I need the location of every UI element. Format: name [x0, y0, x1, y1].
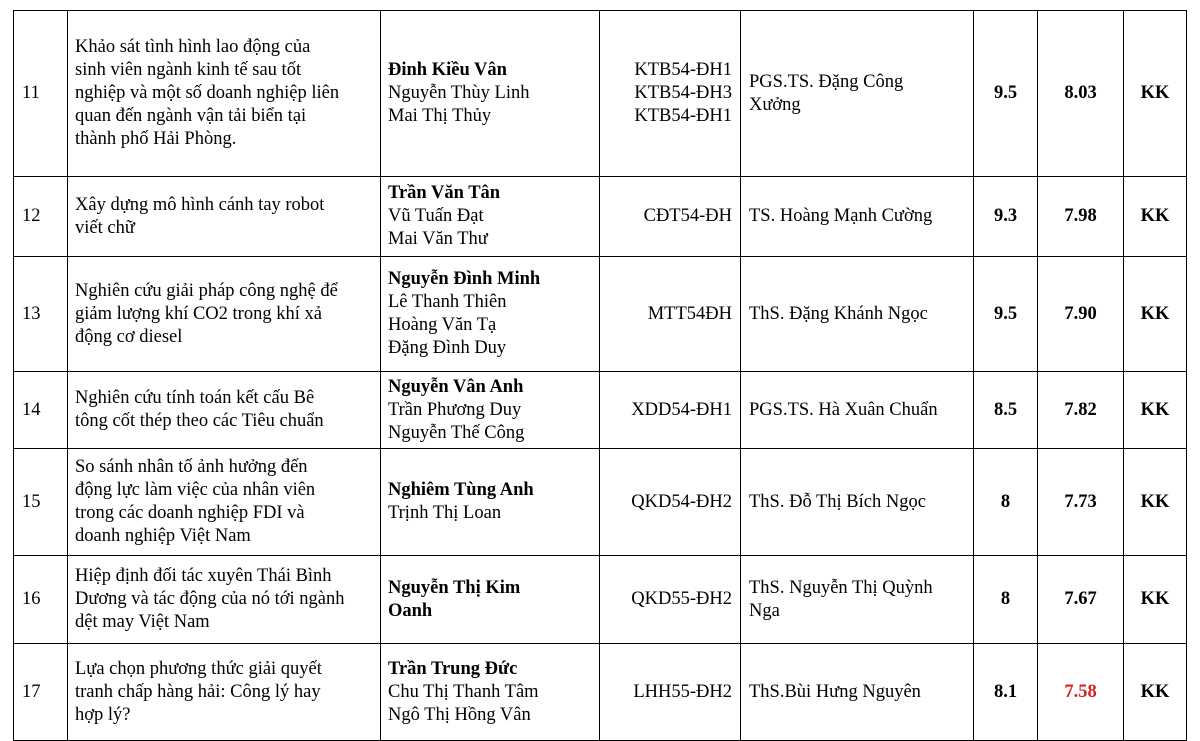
score-2: 7.98 — [1064, 206, 1097, 226]
table-body — [14, 11, 1187, 741]
topic-line: động lực làm việc của nhân viên — [75, 480, 316, 500]
score-1-cell — [974, 372, 1038, 449]
supervisor-line: Xưởng — [749, 94, 801, 115]
class-cell — [600, 177, 741, 257]
topic-line: Lựa chọn phương thức giải quyết — [75, 658, 322, 679]
co-author: Đặng Đình Duy — [388, 338, 507, 358]
authors-cell — [381, 556, 600, 644]
class-cell — [600, 644, 741, 741]
topic-line: quan đến ngành vận tải biển tại — [75, 106, 307, 126]
award: KK — [1140, 589, 1170, 609]
authors-cell — [381, 257, 600, 372]
score-2-cell — [1038, 449, 1124, 556]
class-code: KTB54-ĐH1 — [634, 106, 732, 126]
topic-line: Xây dựng mô hình cánh tay robot — [75, 194, 325, 215]
topic-cell — [68, 177, 381, 257]
class-code: KTB54-ĐH1 — [634, 60, 732, 80]
score-2: 7.90 — [1064, 303, 1097, 324]
table-row — [14, 177, 1187, 257]
topic-cell — [68, 257, 381, 372]
co-author: Lê Thanh Thiên — [388, 292, 507, 312]
topic-line: Nghiên cứu tính toán kết cấu Bê — [75, 388, 315, 408]
row-number: 13 — [22, 303, 41, 324]
class-cell — [600, 372, 741, 449]
topic-cell — [68, 556, 381, 644]
co-author: Vũ Tuấn Đạt — [388, 206, 484, 226]
co-author: Nguyễn Thế Công — [388, 422, 525, 443]
results-table — [13, 10, 1187, 741]
co-author: Mai Thị Thủy — [388, 106, 492, 126]
co-author: Nguyễn Thùy Linh — [388, 83, 530, 103]
supervisor-cell — [741, 449, 974, 556]
class-code: KTB54-ĐH3 — [634, 83, 732, 103]
authors-cell — [381, 372, 600, 449]
row-number: 15 — [22, 491, 41, 512]
topic-line: Dương và tác động của nó tới ngành — [75, 589, 345, 609]
award-cell — [1124, 257, 1187, 372]
topic-line: tông cốt thép theo các Tiêu chuẩn — [75, 411, 324, 431]
supervisor-line: ThS. Nguyễn Thị Quỳnh — [749, 577, 933, 598]
class-code: CĐT54-ĐH — [643, 206, 732, 226]
supervisor-line: ThS. Đặng Khánh Ngọc — [749, 303, 928, 324]
row-number-cell — [14, 177, 68, 257]
score-1: 8 — [1000, 589, 1011, 609]
topic-line: Hiệp định đối tác xuyên Thái Bình — [75, 566, 332, 586]
score-1: 8.1 — [993, 681, 1018, 702]
supervisor-cell — [741, 177, 974, 257]
topic-line: dệt may Việt Nam — [75, 612, 210, 632]
topic-line: Nghiên cứu giải pháp công nghệ để — [75, 280, 338, 301]
row-number: 11 — [22, 83, 40, 103]
score-2: 7.73 — [1064, 491, 1097, 512]
row-number-cell — [14, 11, 68, 177]
lead-author: Trần Văn Tân — [388, 183, 501, 203]
score-1: 9.5 — [993, 83, 1018, 103]
supervisor-line: ThS. Đỗ Thị Bích Ngọc — [749, 491, 926, 512]
supervisor-cell — [741, 11, 974, 177]
score-2: 7.58 — [1064, 681, 1097, 702]
class-code: XDD54-ĐH1 — [631, 399, 732, 420]
supervisor-cell — [741, 372, 974, 449]
score-1: 9.5 — [993, 303, 1018, 324]
lead-author: Trần Trung Đức — [388, 658, 518, 679]
award: KK — [1140, 399, 1170, 420]
score-2-cell — [1038, 372, 1124, 449]
award: KK — [1140, 83, 1170, 103]
score-2-cell — [1038, 177, 1124, 257]
score-2-cell — [1038, 556, 1124, 644]
score-2-cell — [1038, 11, 1124, 177]
topic-line: nghiệp và một số doanh nghiệp liên — [75, 83, 340, 103]
topic-line: Khảo sát tình hình lao động của — [75, 37, 311, 57]
class-code: LHH55-ĐH2 — [633, 681, 732, 702]
row-number-cell — [14, 372, 68, 449]
topic-line: sinh viên ngành kinh tế sau tốt — [75, 60, 302, 80]
class-cell — [600, 449, 741, 556]
topic-cell — [68, 449, 381, 556]
lead-author: Nguyễn Vân Anh — [388, 376, 524, 397]
topic-line: thành phố Hải Phòng. — [75, 129, 237, 149]
table-row — [14, 556, 1187, 644]
award-cell — [1124, 449, 1187, 556]
supervisor-line: PGS.TS. Hà Xuân Chuẩn — [749, 399, 938, 420]
topic-line: trong các doanh nghiệp FDI và — [75, 503, 305, 523]
authors-cell — [381, 449, 600, 556]
co-author: Chu Thị Thanh Tâm — [388, 681, 539, 702]
class-code: MTT54ĐH — [647, 303, 732, 324]
score-1-cell — [974, 556, 1038, 644]
row-number: 12 — [22, 206, 41, 226]
award-cell — [1124, 372, 1187, 449]
topic-line: động cơ diesel — [75, 326, 183, 347]
supervisor-cell — [741, 556, 974, 644]
score-1-cell — [974, 644, 1038, 741]
award: KK — [1140, 491, 1170, 512]
lead-author: Đinh Kiều Vân — [388, 60, 507, 80]
topic-cell — [68, 644, 381, 741]
supervisor-line: ThS.Bùi Hưng Nguyên — [749, 681, 921, 702]
supervisor-cell — [741, 257, 974, 372]
class-cell — [600, 556, 741, 644]
co-author: Trịnh Thị Loan — [388, 503, 502, 523]
score-2: 7.67 — [1064, 589, 1097, 609]
award-cell — [1124, 644, 1187, 741]
row-number-cell — [14, 257, 68, 372]
score-1-cell — [974, 11, 1038, 177]
award-cell — [1124, 556, 1187, 644]
award-cell — [1124, 11, 1187, 177]
score-2: 8.03 — [1064, 83, 1097, 103]
lead-author: Nghiêm Tùng Anh — [388, 480, 534, 500]
supervisor-cell — [741, 644, 974, 741]
class-cell — [600, 11, 741, 177]
table-row — [14, 449, 1187, 556]
score-1-cell — [974, 177, 1038, 257]
class-cell — [600, 257, 741, 372]
score-1-cell — [974, 449, 1038, 556]
supervisor-line: TS. Hoàng Mạnh Cường — [749, 206, 933, 226]
topic-line: viết chữ — [75, 217, 135, 238]
authors-cell — [381, 177, 600, 257]
table-row — [14, 372, 1187, 449]
authors-cell — [381, 11, 600, 177]
score-1: 9.3 — [993, 206, 1018, 226]
topic-line: hợp lý? — [75, 704, 131, 725]
row-number-cell — [14, 556, 68, 644]
row-number: 16 — [22, 589, 41, 609]
row-number-cell — [14, 449, 68, 556]
score-1: 8 — [1000, 491, 1011, 512]
score-2: 7.82 — [1064, 399, 1097, 420]
authors-cell — [381, 644, 600, 741]
table-row — [14, 11, 1187, 177]
score-1: 8.5 — [993, 399, 1018, 420]
topic-line: giảm lượng khí CO2 trong khí xả — [75, 303, 322, 324]
lead-author: Nguyễn Đình Minh — [388, 269, 541, 289]
score-1-cell — [974, 257, 1038, 372]
topic-line: doanh nghiệp Việt Nam — [75, 526, 251, 546]
class-code: QKD54-ĐH2 — [631, 491, 732, 512]
co-author: Oanh — [388, 600, 433, 621]
co-author: Ngô Thị Hồng Vân — [388, 704, 531, 725]
award: KK — [1140, 681, 1170, 702]
row-number: 17 — [22, 681, 41, 702]
lead-author: Nguyễn Thị Kim — [388, 577, 521, 598]
topic-cell — [68, 11, 381, 177]
supervisor-line: PGS.TS. Đặng Công — [749, 71, 904, 92]
topic-line: So sánh nhân tố ảnh hưởng đến — [75, 457, 308, 477]
table-row — [14, 257, 1187, 372]
table-row — [14, 644, 1187, 741]
topic-cell — [68, 372, 381, 449]
score-2-cell — [1038, 257, 1124, 372]
award: KK — [1140, 206, 1170, 226]
row-number: 14 — [22, 399, 41, 420]
award-cell — [1124, 177, 1187, 257]
co-author: Mai Văn Thư — [388, 229, 488, 249]
class-code: QKD55-ĐH2 — [631, 589, 732, 609]
score-2-cell — [1038, 644, 1124, 741]
co-author: Trần Phương Duy — [388, 399, 522, 420]
supervisor-line: Nga — [749, 600, 780, 621]
row-number-cell — [14, 644, 68, 741]
award: KK — [1140, 303, 1170, 324]
topic-line: tranh chấp hàng hải: Công lý hay — [75, 681, 321, 702]
co-author: Hoàng Văn Tạ — [388, 315, 497, 335]
